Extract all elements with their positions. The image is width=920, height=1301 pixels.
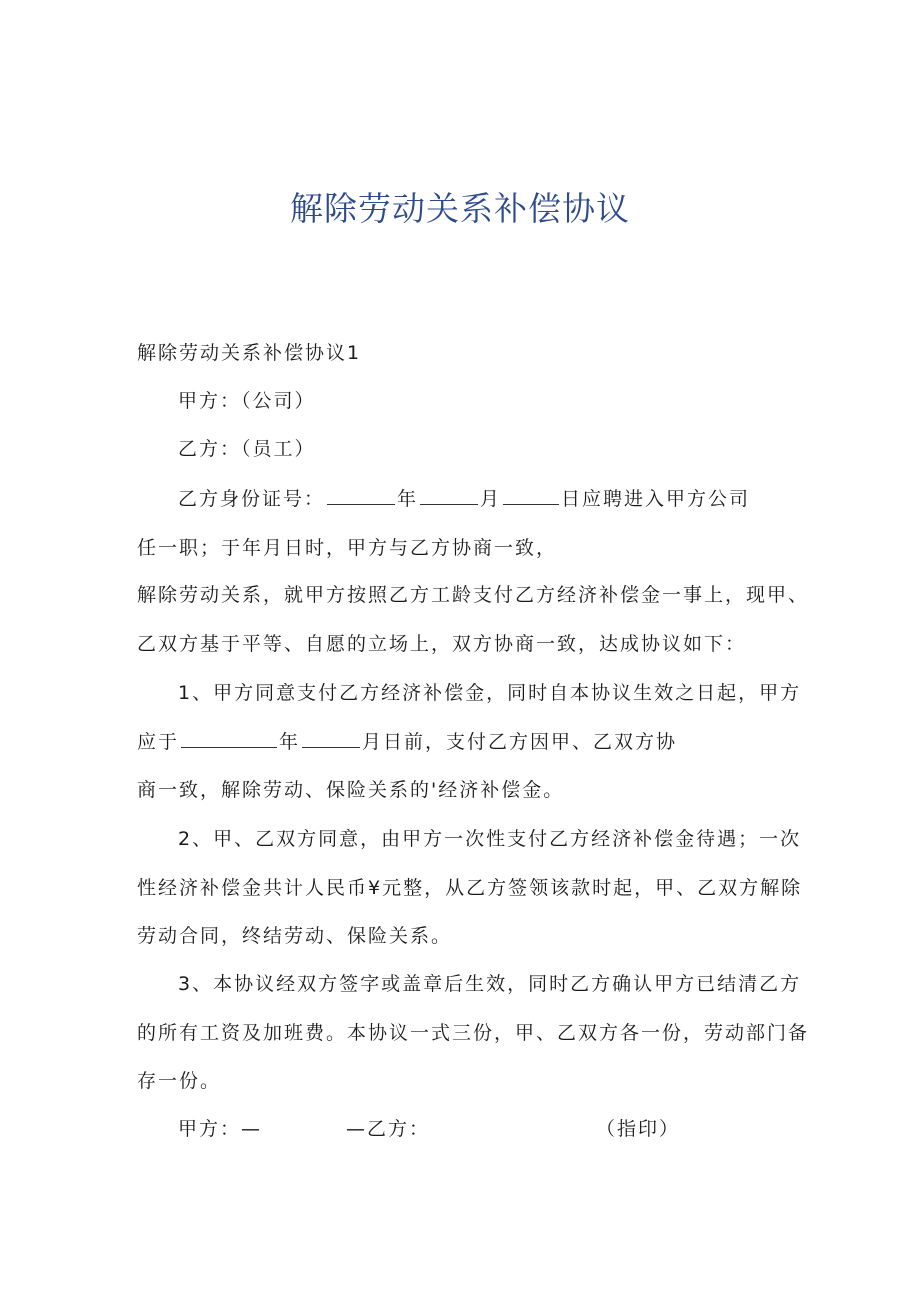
intro-line-2: 乙双方基于平等、自愿的立场上，双方协商一致，达成协议如下： [137,633,747,655]
signature-fingerprint: （指印） [596,1118,681,1140]
id-year-label: 年 [397,488,419,510]
id-number-line [178,486,750,512]
clause-2-line-3: 劳动合同，终结劳动、保险关系。 [137,925,453,947]
clause-1-year-label: 年 [279,731,301,753]
clause-1-month-blank [302,731,360,748]
party-a-line: 甲方：（公司） [178,390,316,412]
intro-line-1: 解除劳动关系，就甲方按照乙方工龄支付乙方经济补偿金一事上，现甲、 [137,584,810,606]
id-year-blank [327,488,395,505]
id-month-label: 月 [480,488,502,510]
clause-1-line-3: 商一致，解除劳动、保险关系的'经济补偿金。 [137,779,565,801]
clause-1-suffix: 月日前，支付乙方因甲、乙双方协 [362,731,678,753]
document-title: 解除劳动关系补偿协议 [290,189,630,228]
clause-3-line-2: 的所有工资及加班费。本协议一式三份，甲、乙双方各一份，劳动部门备 [137,1022,810,1044]
clause-1-line-1: 1、甲方同意支付乙方经济补偿金，同时自本协议生效之日起，甲方 [178,682,802,704]
clause-2-line-1: 2、甲、乙双方同意，由甲方一次性支付乙方经济补偿金待遇；一次 [178,828,802,850]
clause-1-line-2 [137,729,677,755]
id-day-blank [503,488,559,505]
clause-1-year-blank [181,731,277,748]
id-label: 乙方身份证号： [178,488,326,510]
position-line: 任一职；于年月日时，甲方与乙方协商一致， [137,537,558,559]
signature-party-b: —乙方： [346,1118,431,1140]
clause-3-line-3: 存一份。 [137,1070,222,1092]
clause-1-prefix: 应于 [137,731,180,753]
clause-3-line-1: 3、本协议经双方签字或盖章后生效，同时乙方确认甲方已结清乙方 [178,973,802,995]
id-suffix: 日应聘进入甲方公司 [561,488,751,510]
section-heading: 解除劳动关系补偿协议1 [137,342,362,364]
clause-2-line-2: 性经济补偿金共计人民币¥元整，从乙方签领该款时起，甲、乙双方解除 [137,877,803,899]
signature-party-a: 甲方：— [178,1118,263,1140]
party-b-line: 乙方：（员工） [178,438,316,460]
id-month-blank [420,488,478,505]
